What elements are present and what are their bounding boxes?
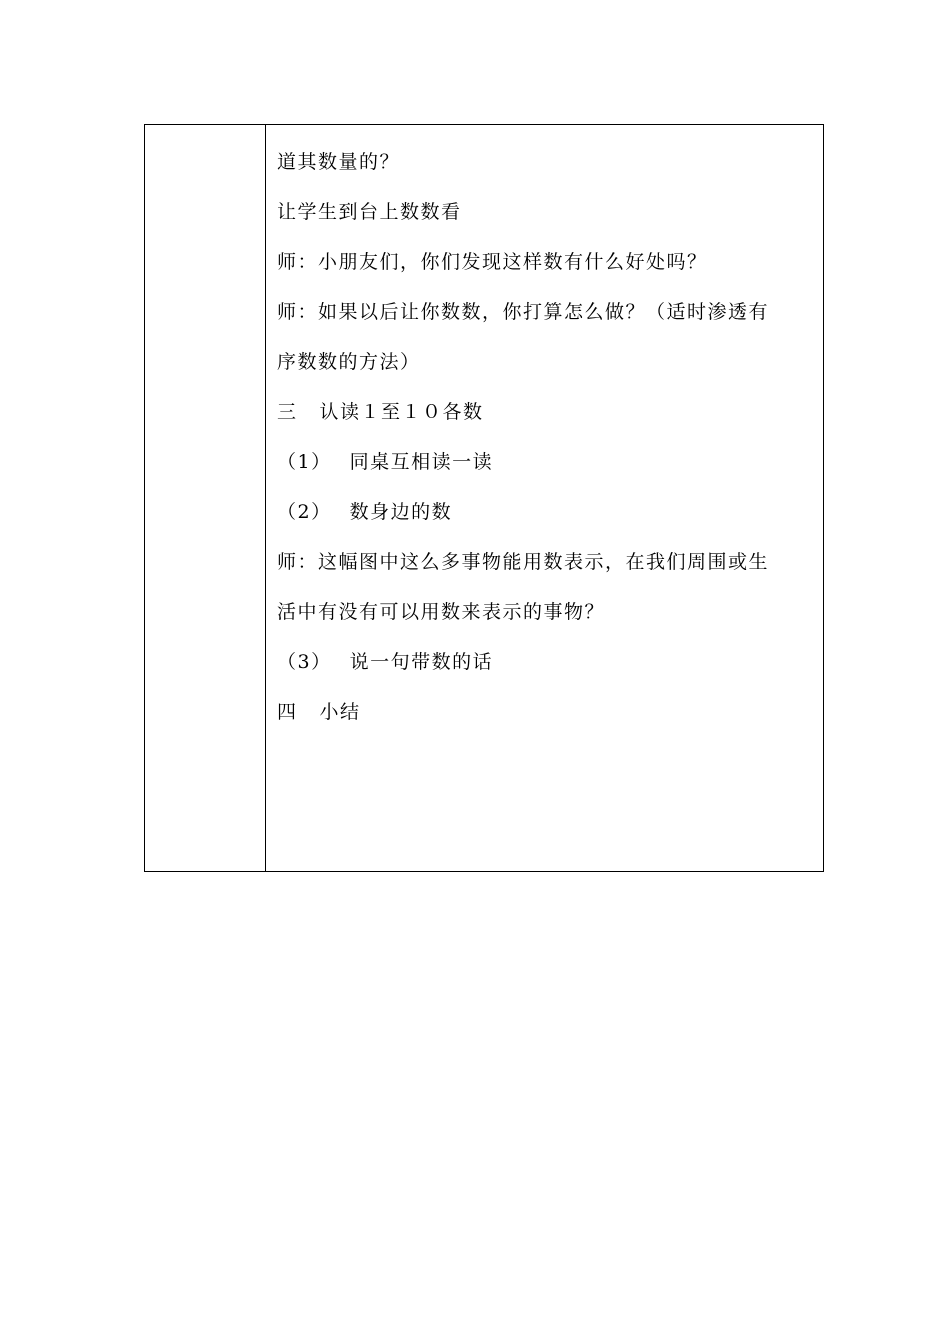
section-number: 四	[277, 701, 298, 723]
text-line-4: 师：如果以后让你数数，你打算怎么做？（适时渗透有	[277, 301, 770, 323]
text-line-9: 师：这幅图中这么多事物能用数表示，在我们周围或生	[277, 551, 770, 573]
text-line-2: 让学生到台上数数看	[277, 201, 462, 223]
list-item-3	[277, 637, 815, 687]
section-heading-4	[277, 687, 815, 737]
section-title: 认读１至１０各数	[319, 401, 484, 423]
section-heading-3	[277, 387, 815, 437]
list-item-number: （2）	[277, 501, 332, 523]
section-title: 小结	[319, 701, 361, 723]
list-item-number: （1）	[277, 451, 332, 473]
list-item-text: 说一句带数的话	[349, 651, 494, 673]
lesson-plan-table	[144, 124, 824, 872]
list-item-text: 数身边的数	[349, 501, 453, 523]
list-item-number: （3）	[277, 651, 332, 673]
text-line-5: 序数数的方法）	[277, 351, 421, 373]
section-number: 三	[277, 401, 298, 423]
list-item-2	[277, 487, 815, 537]
list-item-text: 同桌互相读一读	[349, 451, 494, 473]
text-line-3: 师：小朋友们，你们发现这样数有什么好处吗？	[277, 251, 708, 273]
text-line-10: 活中有没有可以用数来表示的事物？	[277, 601, 606, 623]
text-line-1: 道其数量的？	[277, 151, 401, 173]
list-item-1	[277, 437, 815, 487]
table-content-cell	[266, 125, 823, 871]
table-left-cell	[145, 125, 266, 871]
